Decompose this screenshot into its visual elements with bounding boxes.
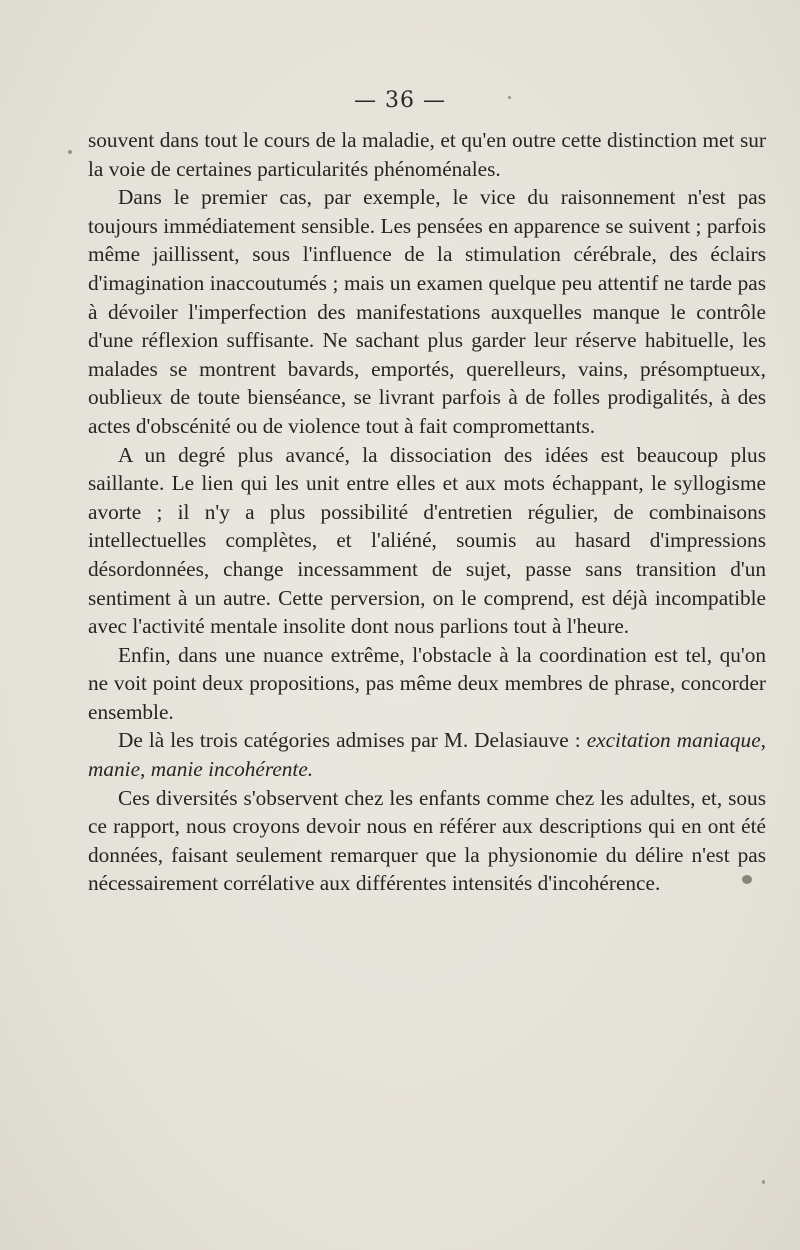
paragraph-4: Enfin, dans une nuance extrême, l'obstacle à la coordination est tel, qu'on ne voit point deux propositions, pas même deux membres de phrase, concorder ensemble. [88,642,766,724]
body-text [88,126,766,898]
paper-speck [68,150,72,154]
page-number: — 36 — [354,88,446,113]
paragraph-2: Dans le premier cas, par exemple, le vice du raisonnement n'est pas toujours immédiatement sensible. Les pensées en apparence se suivent ; parfois même jaillissent, sous l'influence de la stimulation cérébrale, des éclairs d'imagination inaccoutumés ; mais un examen quelque peu attentif ne tarde pas à dévoiler l'imperfection des manifestations auxquelles manque le contrôle d'une réflexion suffisante. Ne sachant plus garder leur réserve habituelle, les malades se montrent bavards, emportés, querelleurs, vains, présomptueux, oublieux de toute bienséance, se livrant parfois à de folles prodigalités, à des actes d'obscénité ou de violence tout à fait compromettants. [88,185,766,438]
paragraph-1: souvent dans tout le cours de la maladie, et qu'en outre cette distinction met sur la voie de certaines particularités phénoménales. [88,128,766,181]
paragraph-3: A un degré plus avancé, la dissociation des idées est beaucoup plus saillante. Le lien qui les unit entre elles et aux mots échappant, le syllogisme avorte ; il n'y a plus possibilité d'entretien régulier, de combinaisons intellectuelles complètes, et l'aliéné, soumis au hasard d'impressions désordonnées, change incessamment de sujet, passe sans transition d'un sentiment à un autre. Cette perversion, on le comprend, est déjà incompatible avec l'activité mentale insolite dont nous parlions tout à l'heure. [88,442,766,639]
paper-speck [508,96,511,99]
paragraph-6: Ces diversités s'observent chez les enfants comme chez les adultes, et, sous ce rapport, nous croyons devoir nous en référer aux descriptions qui en ont été données, faisant seulement remarquer que la physionomie du délire n'est pas nécessairement corrélative aux différentes intensités d'incohérence. [88,785,766,896]
paragraph-5 [88,726,766,783]
paragraph-5-text: De là les trois catégories admises par M. Delasiauve : [118,728,587,753]
paper-speck [762,1180,765,1184]
paper-speck [742,875,752,884]
categories-italic: excitation maniaque, manie, manie incohérente. [88,728,766,782]
